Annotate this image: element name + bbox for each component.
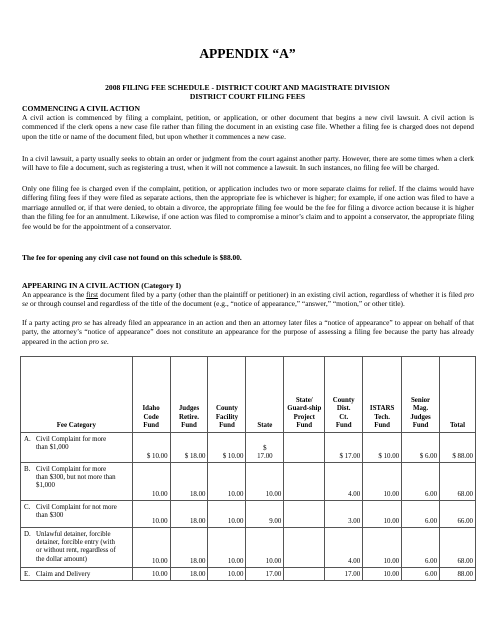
fee-value-cell <box>284 568 325 581</box>
fee-value-cell: 4.00 <box>325 528 363 568</box>
column-header: Fee Category <box>21 357 133 433</box>
fee-value-cell: 68.00 <box>440 463 476 501</box>
page-subtitle <box>0 83 495 101</box>
table-body <box>21 433 476 581</box>
subtitle-line-1: 2008 FILING FEE SCHEDULE - DISTRICT COURT AND MAGISTRATE DIVISION <box>105 83 390 92</box>
fee-value-cell: 68.00 <box>440 528 476 568</box>
fee-value-cell: 10.00 <box>246 463 284 501</box>
fee-category-cell: A. Civil Complaint for more than $1,000 <box>21 433 133 463</box>
fee-value-cell: $ 88.00 <box>440 433 476 463</box>
fee-value-cell: 10.00 <box>132 501 170 528</box>
column-header: County Dist. Ct. Fund <box>325 357 363 433</box>
fee-value-cell: 10.00 <box>208 501 246 528</box>
fee-value-cell: 18.00 <box>170 528 208 568</box>
fee-value-cell: 6.00 <box>402 463 440 501</box>
fee-schedule-table <box>20 356 476 581</box>
table-row <box>21 501 476 528</box>
fee-category-cell: D. Unlawful detainer, forcible detainer, forcible entry (with or without rent, regardless of the dollar amount) <box>21 528 133 568</box>
fee-value-cell: 10.00 <box>208 528 246 568</box>
fee-category-cell: C. Civil Complaint for not more than $300 <box>21 501 133 528</box>
fee-value-cell: 10.00 <box>208 568 246 581</box>
fee-value-cell <box>284 528 325 568</box>
column-header: County Facility Fund <box>208 357 246 433</box>
column-header: Idaho Code Fund <box>132 357 170 433</box>
fee-value-cell: 9.00 <box>246 501 284 528</box>
fee-value-cell: 10.00 <box>363 501 402 528</box>
paragraph-commencing-4: The fee for opening any civil case not found on this schedule is $88.00. <box>22 253 242 262</box>
fee-value-cell <box>284 501 325 528</box>
fee-value-cell: $ 17.00 <box>325 433 363 463</box>
table-row <box>21 433 476 463</box>
fee-value-cell: 10.00 <box>208 463 246 501</box>
fee-value-cell: 10.00 <box>363 568 402 581</box>
column-header: State <box>246 357 284 433</box>
fee-category-cell: E. Claim and Delivery <box>21 568 133 581</box>
fee-value-cell: $ 10.00 <box>363 433 402 463</box>
fee-value-cell: 6.00 <box>402 501 440 528</box>
fee-value-cell: 18.00 <box>170 463 208 501</box>
fee-value-cell <box>284 463 325 501</box>
fee-value-cell: 10.00 <box>246 528 284 568</box>
fee-value-cell: 66.00 <box>440 501 476 528</box>
fee-value-cell: 6.00 <box>402 528 440 568</box>
fee-value-cell: 4.00 <box>325 463 363 501</box>
paragraph-appearing-1: An appearance is the first document filed by a party (other than the plaintiff or petitioner) in an existing civil action, regardless of whether it is filed pro se or through counsel and regardless of the title of the document (e.g., “notice of appearance,” “answer,” “motion,” or other title). <box>22 290 474 309</box>
column-header: ISTARS Tech. Fund <box>363 357 402 433</box>
fee-value-cell: $ 10.00 <box>208 433 246 463</box>
column-header: Judges Retire. Fund <box>170 357 208 433</box>
fee-value-cell: 88.00 <box>440 568 476 581</box>
paragraph-commencing-3: Only one filing fee is charged even if the complaint, petition, or application includes two or more separate claims for relief. If the claims would have differing filing fees if they were filed as separate actions, then the appropriate fee is whichever is higher; for example, if one action was filed to have a marriage annulled or, if that were denied, to obtain a divorce, the appropriate filing fee would be the fee for filing a divorce action because it is higher than the filing fee for an annulment. Likewise, if one action was filed to compromise a minor’s claim and to appoint a conservator, the appropriate filing fee would be for the appointment of a conservator. <box>22 184 474 231</box>
paragraph-appearing-2: If a party acting pro se has already filed an appearance in an action and then an attorney later files a “notice of appearance” to appear on behalf of that party, the attorney’s “notice of appearance” does not constitute an appearance for the purpose of assessing a filing fee because the party has already appeared in the action pro se. <box>22 318 474 346</box>
fee-value-cell: 10.00 <box>363 528 402 568</box>
fee-value-cell: 18.00 <box>170 568 208 581</box>
fee-value-cell: 10.00 <box>363 463 402 501</box>
fee-category-cell: B. Civil Complaint for more than $300, but not more than $1,000 <box>21 463 133 501</box>
fee-value-cell: $ 6.00 <box>402 433 440 463</box>
subtitle-line-2: DISTRICT COURT FILING FEES <box>189 92 306 101</box>
fee-value-cell: 17.00 <box>325 568 363 581</box>
table-row <box>21 568 476 581</box>
fee-value-cell <box>284 433 325 463</box>
fee-value-cell: 18.00 <box>170 501 208 528</box>
fee-value-cell: 17.00 <box>246 568 284 581</box>
page-title: APPENDIX “A” <box>199 46 296 61</box>
fee-value-cell: $ 18.00 <box>170 433 208 463</box>
column-header: Senior Mag. Judges Fund <box>402 357 440 433</box>
table-header-row <box>21 357 476 433</box>
table-row <box>21 463 476 501</box>
section-heading-appearing: APPEARING IN A CIVIL ACTION (Category I) <box>22 281 182 290</box>
column-header: State/ Guard-ship Project Fund <box>284 357 325 433</box>
paragraph-commencing-1: A civil action is commenced by filing a complaint, petition, or application, or other document that begins a new civil lawsuit. A civil action is commenced if the clerk opens a new case file rather than filing the document in an existing case file. Whether a filing fee is charged does not depend upon the title or name of the document filed, but upon whether it commences a new case. <box>22 113 474 141</box>
fee-value-cell: 3.00 <box>325 501 363 528</box>
column-header: Total <box>440 357 476 433</box>
fee-value-cell: 10.00 <box>132 528 170 568</box>
fee-value-cell: $ 10.00 <box>132 433 170 463</box>
fee-value-cell: 10.00 <box>132 463 170 501</box>
table-row <box>21 528 476 568</box>
fee-value-cell: 6.00 <box>402 568 440 581</box>
fee-value-cell: 10.00 <box>132 568 170 581</box>
paragraph-commencing-2: In a civil lawsuit, a party usually seeks to obtain an order or judgment from the court against another party. However, there are some times when a clerk will have to file a document, such as registering a trust, when it will not commence a lawsuit. In such instances, no filing fee will be charged. <box>22 154 474 173</box>
fee-value-cell: $ 17.00 <box>246 433 284 463</box>
section-heading-commencing: COMMENCING A CIVIL ACTION <box>22 104 140 113</box>
